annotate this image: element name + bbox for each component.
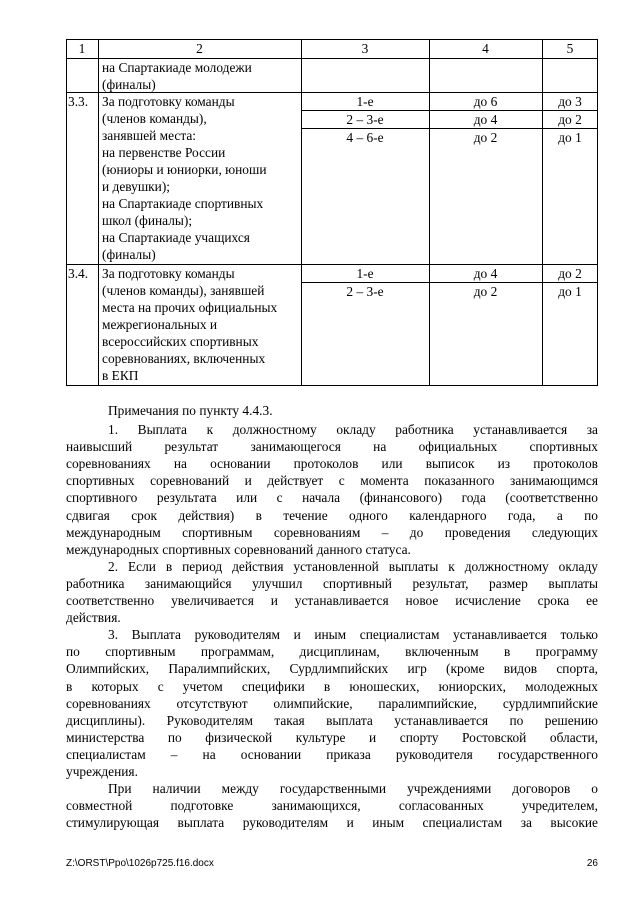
table-cell-value: до 4 [473, 112, 498, 127]
table-cell-value: до 3 [558, 94, 582, 109]
table-cell-text: (финалы) [102, 77, 156, 92]
table-cell-text: всероссийских спортивных [102, 334, 259, 349]
note-paragraph-line: международным спортивным соревнованиям – до проведения следующих [66, 524, 598, 540]
table-cell-text: (членов команды), занявшей [102, 283, 265, 298]
note-paragraph-line: соревнованиях на основании протоколов или выписок из протоколов [66, 456, 598, 472]
note-paragraph-line: в которых с учетом специфики в юношеских, юниорских, молодежных [66, 678, 598, 694]
table-header-cell: 5 [566, 41, 574, 56]
table-header-cell: 3 [361, 41, 369, 56]
table-cell-text: За подготовку команды [102, 94, 235, 109]
table-vline [597, 39, 598, 385]
table-row-number: 3.3. [68, 94, 89, 109]
table-cell-text: в ЕКП [102, 368, 139, 383]
note-paragraph-line: 2. Если в период действия установленной выплаты к должностному окладу [108, 558, 598, 574]
table-cell-text: (юниоры и юниорки, юноши [102, 162, 267, 177]
note-paragraph-line: по спортивным программам, дисциплинам, включенным в программу [66, 644, 598, 660]
note-paragraph-line: стимулирующая выплата руководителям и иным специалистам за высокие [66, 815, 598, 831]
table-cell-text: межрегиональных и [102, 317, 218, 332]
table-cell-value: до 2 [558, 112, 582, 127]
note-paragraph-line: Олимпийских, Паралимпийских, Сурдлимпийских игр (кроме видов спорта, [66, 661, 598, 677]
note-paragraph-line: 1. Выплата к должностному окладу работника устанавливается за [108, 422, 598, 437]
table-cell-place: 2 – 3-е [346, 112, 384, 127]
note-paragraph-line: специалистам – на основании приказа руководителя государственного [66, 746, 598, 762]
note-paragraph-line: совместной подготовке занимающихся, согласованных учредителем, [66, 798, 598, 814]
footer-page-number: 26 [586, 858, 598, 869]
note-paragraph-line: спортивного результата или с начала (финансового) года (соответственно [66, 490, 598, 506]
table-cell-place: 4 – 6-е [346, 130, 384, 145]
note-paragraph-line: При наличии между государственными учреждениями договоров о [108, 781, 598, 797]
table-cell-text: занявшей места: [102, 128, 197, 143]
table-header-cell: 2 [196, 41, 203, 56]
table-cell-text: на первенстве России [102, 145, 226, 160]
table-cell-place: 1-е [356, 94, 374, 109]
footer-file-path: Z:\ORST\Ppo\1026p725.f16.docx [66, 858, 214, 869]
table-vline [66, 39, 67, 385]
table-vline [542, 39, 543, 385]
table-vline [98, 39, 99, 385]
table-cell-text: (финалы) [102, 247, 156, 262]
table-cell-text: За подготовку команды [102, 266, 235, 281]
note-paragraph-line: международных спортивных соревнований данного статуса. [66, 541, 411, 557]
table-cell-place: 1-е [356, 266, 374, 281]
table-cell-place: 2 – 3-е [346, 284, 384, 299]
table-cell-text: на Спартакиаде молодежи [102, 60, 252, 75]
note-paragraph-line: дисциплины). Руководителям такая выплата устанавливается по решению [66, 712, 598, 728]
table-cell-text: места на прочих официальных [102, 300, 278, 315]
table-cell-value: до 1 [558, 130, 582, 145]
table-cell-text: и девушки); [102, 179, 170, 194]
table-header-cell: 4 [482, 41, 489, 56]
table-header-cell: 1 [78, 41, 86, 56]
note-paragraph-line: действия. [66, 610, 121, 626]
notes-heading: Примечания по пункту 4.4.3. [108, 403, 273, 418]
table-cell-text: на Спартакиаде учащихся [102, 230, 250, 245]
table-vline [301, 39, 302, 385]
note-paragraph-line: министерства по физической культуре и спорту Ростовской области, [66, 729, 598, 745]
table-cell-value: до 2 [558, 266, 582, 281]
note-paragraph-line: 3. Выплата руководителям и иным специалистам устанавливается только [108, 627, 598, 643]
note-paragraph-line: соответственно увеличивается и устанавливается новое исчисление срока ее [66, 593, 598, 608]
table-vline [429, 39, 430, 385]
awards-table [66, 39, 598, 385]
table-row-number: 3.4. [68, 266, 89, 281]
table-cell-text: на Спартакиаде спортивных [102, 196, 264, 211]
table-cell-value: до 1 [558, 284, 582, 299]
table-cell-text: школ (финалы); [102, 213, 193, 228]
table-cell-value: до 6 [473, 94, 498, 109]
note-paragraph-line: спортивных соревнований и действует с момента показанного занимающимся [66, 473, 598, 489]
table-cell-value: до 2 [473, 130, 498, 145]
table-cell-value: до 4 [473, 266, 498, 281]
table-cell-value: до 2 [473, 284, 498, 299]
note-paragraph-line: наивысший результат занимающегося на официальных спортивных [66, 439, 598, 455]
note-paragraph-line: соревнованиях отсутствуют олимпийские, паралимпийские, сурдлимпийские [66, 695, 598, 711]
note-paragraph-line: учреждения. [66, 764, 138, 779]
table-hline [66, 385, 598, 386]
note-paragraph-line: сдвигая срок действия) в течение одного календарного года, а по [66, 507, 598, 523]
table-cell-text: соревнованиях, включенных [102, 351, 266, 366]
note-paragraph-line: работника занимающийся улучшил спортивный результат, размер выплаты [66, 575, 598, 591]
table-cell-text: (членов команды), [102, 111, 207, 126]
